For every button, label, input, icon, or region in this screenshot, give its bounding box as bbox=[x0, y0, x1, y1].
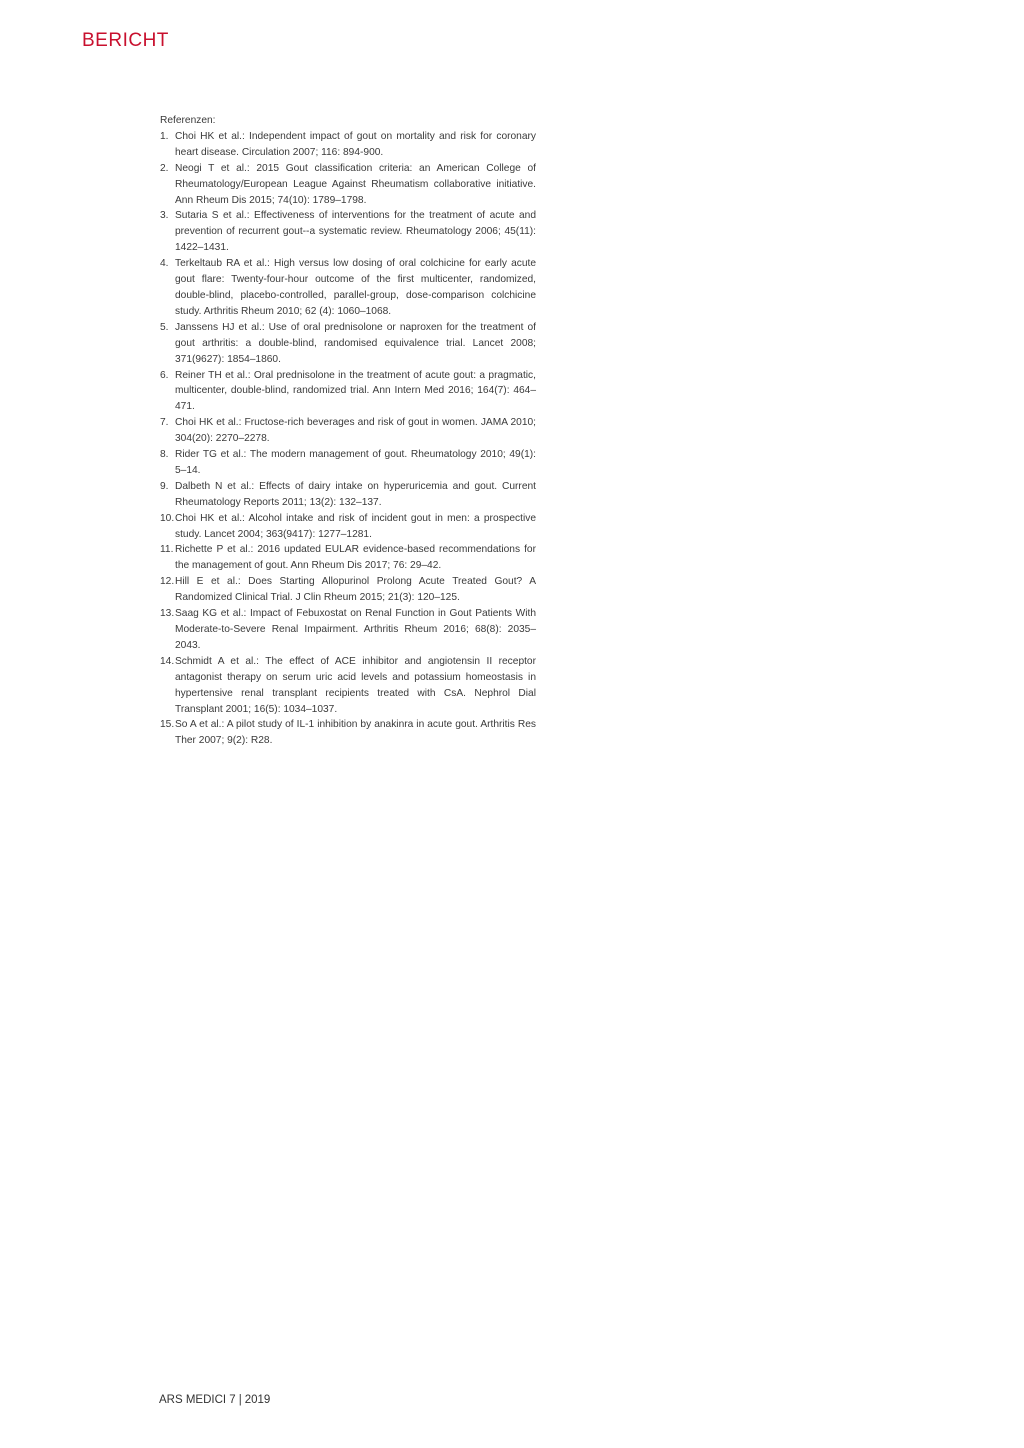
references-section bbox=[160, 113, 536, 749]
reference-text: Saag KG et al.: Impact of Febuxostat on Renal Function in Gout Patients With Moderate-to-Severe Renal Impairment. Arthritis Rheum 2016; 68(8): 2035–2043. bbox=[175, 608, 536, 651]
reference-text: Richette P et al.: 2016 updated EULAR evidence-based recommendations for the management of gout. Ann Rheum Dis 2017; 76: 29–42. bbox=[175, 544, 536, 572]
reference-number: 7. bbox=[160, 417, 169, 429]
reference-item bbox=[160, 654, 536, 718]
reference-text: Rider TG et al.: The modern management of gout. Rheumatology 2010; 49(1): 5–14. bbox=[175, 449, 536, 476]
reference-number: 11. bbox=[160, 544, 174, 556]
reference-item bbox=[160, 161, 536, 209]
reference-number: 6. bbox=[160, 369, 169, 381]
reference-text: Sutaria S et al.: Effectiveness of interventions for the treatment of acute and prevention of recurrent gout--a systematic review. Rheumatology 2006; 45(11): 1422–1431. bbox=[175, 210, 536, 254]
reference-number: 4. bbox=[160, 258, 169, 270]
reference-text: Hill E et al.: Does Starting Allopurinol Prolong Acute Treated Gout? A Randomized Clinical Trial. J Clin Rheum 2015; 21(3): 120–125. bbox=[175, 576, 536, 604]
reference-text: So A et al.: A pilot study of IL-1 inhibition by anakinra in acute gout. Arthritis Res Ther 2007; 9(2): R28. bbox=[175, 719, 536, 747]
reference-item bbox=[160, 717, 536, 749]
reference-item bbox=[160, 368, 536, 416]
page-footer bbox=[159, 1394, 270, 1406]
reference-number: 12. bbox=[160, 576, 175, 588]
reference-number: 1. bbox=[160, 130, 169, 142]
reference-number: 9. bbox=[160, 480, 169, 492]
reference-number: 8. bbox=[160, 449, 169, 461]
section-label: BERICHT bbox=[82, 30, 169, 51]
reference-item bbox=[160, 447, 536, 479]
reference-text: Choi HK et al.: Alcohol intake and risk of incident gout in men: a prospective study. Lancet 2004; 363(9417): 1277–1281. bbox=[175, 512, 536, 540]
reference-text: Neogi T et al.: 2015 Gout classification criteria: an American College of Rheumatology/European League Against Rheumatism collaborative initiative. Ann Rheum Dis 2015; 74(10): 1789–1798. bbox=[175, 162, 536, 206]
reference-item bbox=[160, 415, 536, 447]
journal-year: 2019 bbox=[244, 1394, 271, 1406]
reference-item bbox=[160, 479, 536, 511]
reference-text: Terkeltaub RA et al.: High versus low dosing of oral colchicine for early acute gout flare: Twenty-four-hour outcome of the first multicenter, randomized, double-blind, placebo-controlled, parallel-group, dose-comparison colchicine study. Arthritis Rheum 2010; 62 (4): 1060–1068. bbox=[175, 258, 536, 317]
reference-text: Choi HK et al.: Fructose-rich beverages and risk of gout in women. JAMA 2010; 304(20): 2270–2278. bbox=[175, 417, 536, 445]
reference-number: 2. bbox=[160, 162, 169, 174]
reference-number: 3. bbox=[160, 210, 169, 222]
reference-number: 15. bbox=[160, 719, 175, 731]
references-heading: Referenzen: bbox=[160, 115, 216, 126]
reference-text: Dalbeth N et al.: Effects of dairy intake on hyperuricemia and gout. Current Rheumatology Reports 2011; 13(2): 132–137. bbox=[175, 480, 536, 508]
reference-text: Janssens HJ et al.: Use of oral prednisolone or naproxen for the treatment of gout arthritis: a double-blind, randomised equivalence trial. Lancet 2008; 371(9627): 1854–1860. bbox=[175, 321, 536, 365]
reference-item bbox=[160, 256, 536, 320]
reference-item bbox=[160, 511, 536, 543]
references-list bbox=[160, 129, 536, 749]
reference-number: 13. bbox=[160, 608, 175, 620]
reference-text: Reiner TH et al.: Oral prednisolone in the treatment of acute gout: a pragmatic, multicenter, double-blind, randomized trial. Ann Intern Med 2016; 164(7): 464–471. bbox=[175, 369, 536, 413]
reference-item bbox=[160, 320, 536, 368]
reference-item bbox=[160, 129, 536, 161]
footer-separator: | bbox=[238, 1394, 242, 1406]
reference-text: Schmidt A et al.: The effect of ACE inhibitor and angiotensin II receptor antagonist therapy on serum uric acid levels and potassium homeostasis in hypertensive renal transplant recipients treated with CsA. Nephrol Dial Transplant 2001; 16(5): 1034–1037. bbox=[175, 655, 536, 715]
reference-number: 10. bbox=[160, 512, 175, 524]
reference-item bbox=[160, 542, 536, 574]
reference-number: 5. bbox=[160, 321, 169, 333]
journal-name: ARS MEDICI 7 bbox=[159, 1394, 236, 1406]
reference-text: Choi HK et al.: Independent impact of gout on mortality and risk for coronary heart disease. Circulation 2007; 116: 894-900. bbox=[175, 130, 536, 158]
reference-item bbox=[160, 574, 536, 606]
reference-item bbox=[160, 208, 536, 256]
reference-item bbox=[160, 606, 536, 654]
reference-number: 14. bbox=[160, 655, 175, 667]
